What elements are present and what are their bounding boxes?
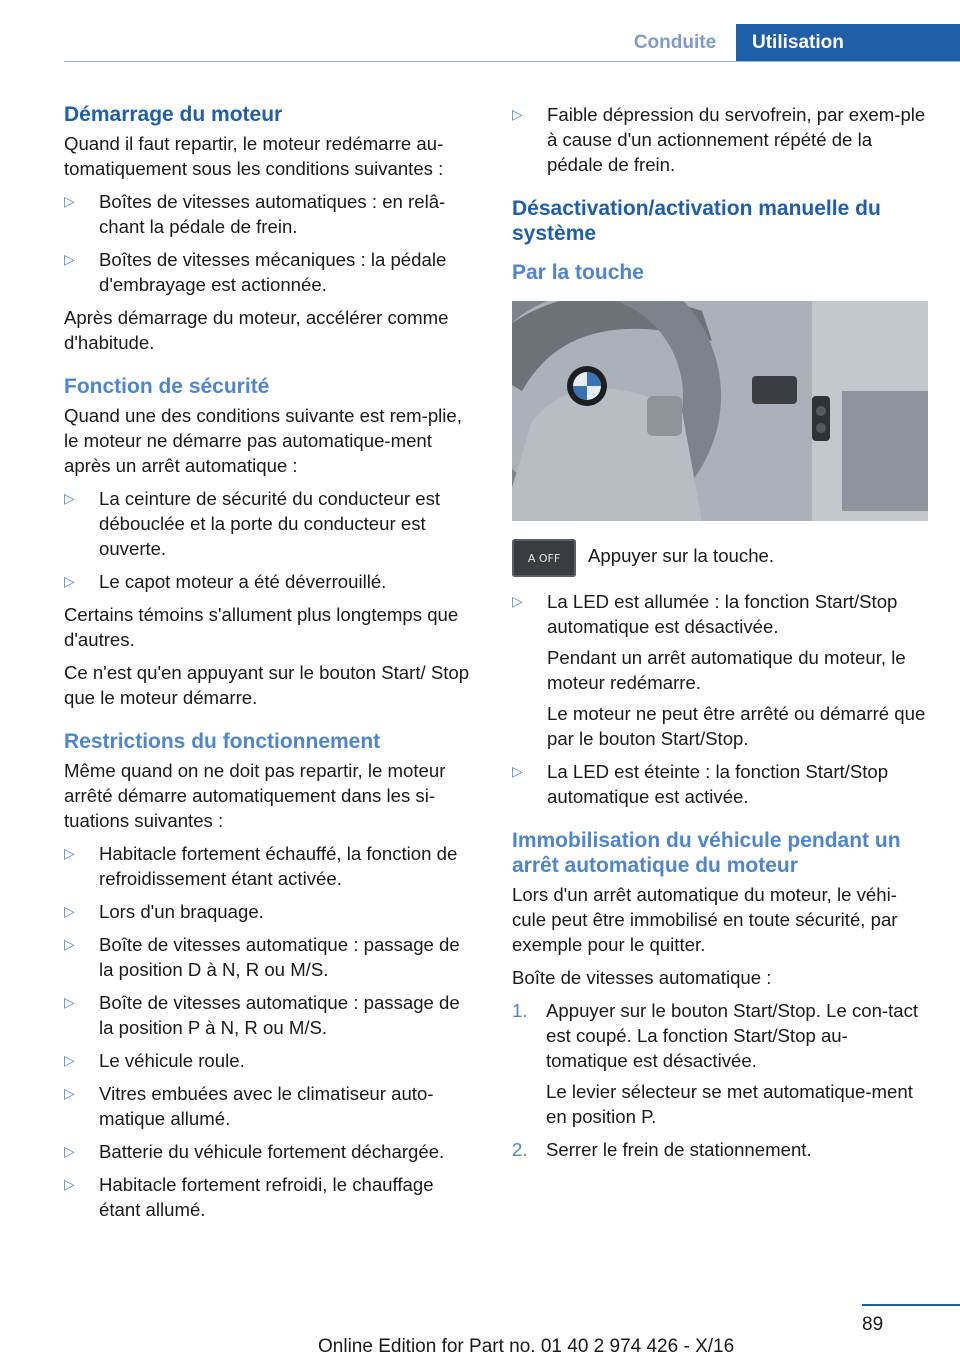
triangle-bullet-icon: ▷ — [512, 763, 523, 779]
list-item: ▷ Habitacle fortement échauffé, la fonction de refroidissement étant activée. — [64, 843, 458, 889]
paragraph: Après démarrage du moteur, accélérer comme d'habitude. — [64, 307, 449, 353]
triangle-bullet-icon: ▷ — [64, 1176, 75, 1192]
header-divider — [64, 61, 960, 62]
triangle-bullet-icon: ▷ — [512, 106, 523, 122]
triangle-bullet-icon: ▷ — [64, 251, 75, 267]
triangle-bullet-icon: ▷ — [64, 845, 75, 861]
triangle-bullet-icon: ▷ — [64, 994, 75, 1010]
numbered-step: 1. Appuyer sur le bouton Start/Stop. Le con-tact est coupé. La fonction Start/Stop au-tomatique est désactivée. Le levier sélecteur se met automatique-ment en position P. — [512, 1000, 919, 1127]
list-item: ▷ Faible dépression du servofrein, par exem-ple à cause d'un actionnement répété de la pédale de frein. — [512, 104, 926, 175]
paragraph: Même quand on ne doit pas repartir, le moteur arrêté démarre automatiquement dans les si-tuations suivantes : — [64, 760, 446, 831]
heading-demarrage: Démarrage du moteur — [64, 103, 283, 126]
triangle-bullet-icon: ▷ — [64, 936, 75, 952]
paragraph: Quand une des conditions suivante est rem-plie, le moteur ne démarre pas automatique-ment après un arrêt automatique : — [64, 405, 462, 476]
list-item: ▷ Boîtes de vitesses mécaniques : la pédale d'embrayage est actionnée. — [64, 249, 447, 295]
list-item: ▷ Lors d'un braquage. — [64, 901, 264, 922]
tab-conduite[interactable]: Conduite — [633, 31, 717, 53]
list-item: ▷ La LED est éteinte : la fonction Start/Stop automatique est activée. — [512, 761, 889, 807]
list-item: ▷ Le véhicule roule. — [64, 1050, 245, 1071]
triangle-bullet-icon: ▷ — [64, 1143, 75, 1159]
list-item: ▷ La LED est allumée : la fonction Start/Stop automatique est désactivée. Pendant un arrêt automatique du moteur, le moteur redémarre. Le moteur ne peut être arrêté ou démarré que par le bouton Start/Stop. — [512, 591, 926, 749]
heading-par-la-touche: Par la touche — [512, 261, 644, 284]
triangle-bullet-icon: ▷ — [512, 593, 523, 609]
auto-start-stop-button-icon: A OFF — [512, 539, 576, 577]
list-item: ▷ Le capot moteur a été déverrouillé. — [64, 571, 387, 592]
paragraph: Ce n'est qu'en appuyant sur le bouton Start/ Stop que le moteur démarre. — [64, 662, 470, 708]
list-item: ▷ Boîte de vitesses automatique : passage de la position P à N, R ou M/S. — [64, 992, 460, 1038]
dashboard-photo — [512, 301, 928, 521]
paragraph: Certains témoins s'allument plus longtemps que d'autres. — [64, 604, 459, 650]
instruction-row — [512, 539, 928, 577]
heading-desactivation: Désactivation/activation manuelle du système — [512, 197, 881, 245]
triangle-bullet-icon: ▷ — [64, 193, 75, 209]
steering-wheel-illustration — [512, 301, 928, 521]
press-instruction: Appuyer sur la touche. — [588, 545, 775, 566]
page-number: 89 — [862, 1314, 884, 1335]
list-item: ▷ Habitacle fortement refroidi, le chauffage étant allumé. — [64, 1174, 434, 1220]
paragraph: Lors d'un arrêt automatique du moteur, le véhi-cule peut être immobilisé en toute sécurité, par exemple pour le quitter. — [512, 884, 898, 955]
triangle-bullet-icon: ▷ — [64, 1052, 75, 1068]
numbered-step: 2. Serrer le frein de stationnement. — [512, 1139, 812, 1160]
triangle-bullet-icon: ▷ — [64, 573, 75, 589]
list-item: ▷ Boîte de vitesses automatique : passage de la position D à N, R ou M/S. — [64, 934, 460, 980]
right-column — [512, 102, 928, 1170]
list-item: ▷ Batterie du véhicule fortement déchargée. — [64, 1141, 445, 1162]
tab-utilisation[interactable]: Utilisation — [736, 24, 960, 61]
left-column — [64, 102, 476, 1230]
paragraph: Quand il faut repartir, le moteur redémarre au-tomatiquement sous les conditions suivantes : — [64, 133, 444, 179]
list-item: ▷ Boîtes de vitesses automatiques : en relâ-chant la pédale de frein. — [64, 191, 446, 237]
heading-securite: Fonction de sécurité — [64, 375, 270, 398]
triangle-bullet-icon: ▷ — [64, 903, 75, 919]
paragraph: Boîte de vitesses automatique : — [512, 967, 772, 988]
triangle-bullet-icon: ▷ — [64, 1085, 75, 1101]
footer-divider — [862, 1304, 960, 1306]
list-item: ▷ Vitres embuées avec le climatiseur auto-matique allumé. — [64, 1083, 434, 1129]
list-item: ▷ La ceinture de sécurité du conducteur est débouclée et la porte du conducteur est ouverte. — [64, 488, 441, 559]
edition-footer: Online Edition for Part no. 01 40 2 974 426 - X/16 — [318, 1336, 735, 1357]
heading-restrictions: Restrictions du fonctionnement — [64, 730, 381, 753]
heading-immobilisation: Immobilisation du véhicule pendant un arrêt automatique du moteur — [512, 829, 901, 877]
triangle-bullet-icon: ▷ — [64, 490, 75, 506]
